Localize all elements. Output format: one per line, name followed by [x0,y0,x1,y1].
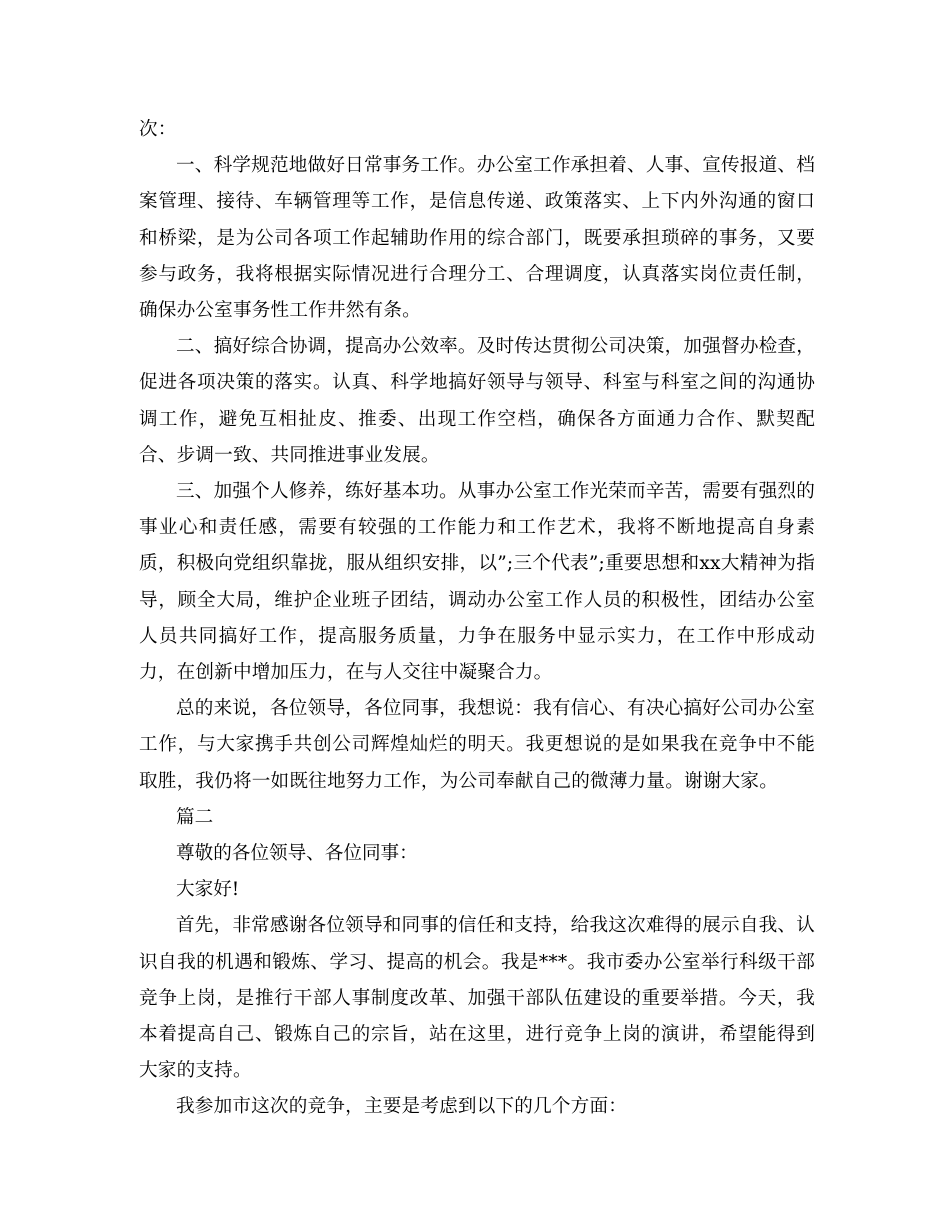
document-body [139,112,815,1126]
paragraph-conclusion: 总的来说，各位领导，各位同事，我想说：我有信心、有决心搞好公司办公室工作，与大家携手共创公司辉煌灿烂的明天。我更想说的是如果我在竞争中不能取胜，我仍将一如既往地努力工作，为公司奉献自己的微薄力量。谢谢大家。 [139,698,815,792]
paragraph-point-one: 一、科学规范地做好日常事务工作。办公室工作承担着、人事、宣传报道、档案管理、接待、车辆管理等工作，是信息传递、政策落实、上下内外沟通的窗口和桥梁，是为公司各项工作起辅助作用的综合部门，既要承担琐碎的事务，又要参与政务，我将根据实际情况进行合理分工、合理调度，认真落实岗位责任制，确保办公室事务性工作井然有条。 [139,155,815,322]
paragraph-point-two: 二、搞好综合协调，提高办公效率。及时传达贯彻公司决策，加强督办检查，促进各项决策的落实。认真、科学地搞好领导与领导、科室与科室之间的沟通协调工作，避免互相扯皮、推委、出现工作空档，确保各方面通力合作、默契配合、步调一致、共同推进事业发展。 [139,336,815,466]
salutation: 尊敬的各位领导、各位同事： [176,843,418,865]
paragraph-continuation: 次： [139,119,177,140]
paragraph-introduction: 首先，非常感谢各位领导和同事的信任和支持，给我这次难得的展示自我、认识自我的机遇和锻炼、学习、提高的机会。我是***。我市委办公室举行科级干部竞争上岗，是推行干部人事制度改革、加强干部队伍建设的重要举措。今天，我本着提高自己、锻炼自己的宗旨，站在这里，进行竞争上岗的演讲，希望能得到大家的支持。 [139,915,815,1082]
section-heading: 篇二 [176,806,214,828]
greeting: 大家好! [176,879,240,901]
paragraph-reasons-intro: 我参加市这次的竞争，主要是考虑到以下的几个方面： [176,1096,628,1118]
paragraph-point-three: 三、加强个人修养，练好基本功。从事办公室工作光荣而辛苦，需要有强烈的事业心和责任感，需要有较强的工作能力和工作艺术，我将不断地提高自身素质，积极向党组织靠拢，服从组织安排，以”;三个代表”;重要思想和xx大精神为指导，顾全大局，维护企业班子团结，调动办公室工作人员的积极性，团结办公室人员共同搞好工作，提高服务质量，力争在服务中显示实力，在工作中形成动力，在创新中增加压力，在与人交往中凝聚合力。 [139,481,815,684]
